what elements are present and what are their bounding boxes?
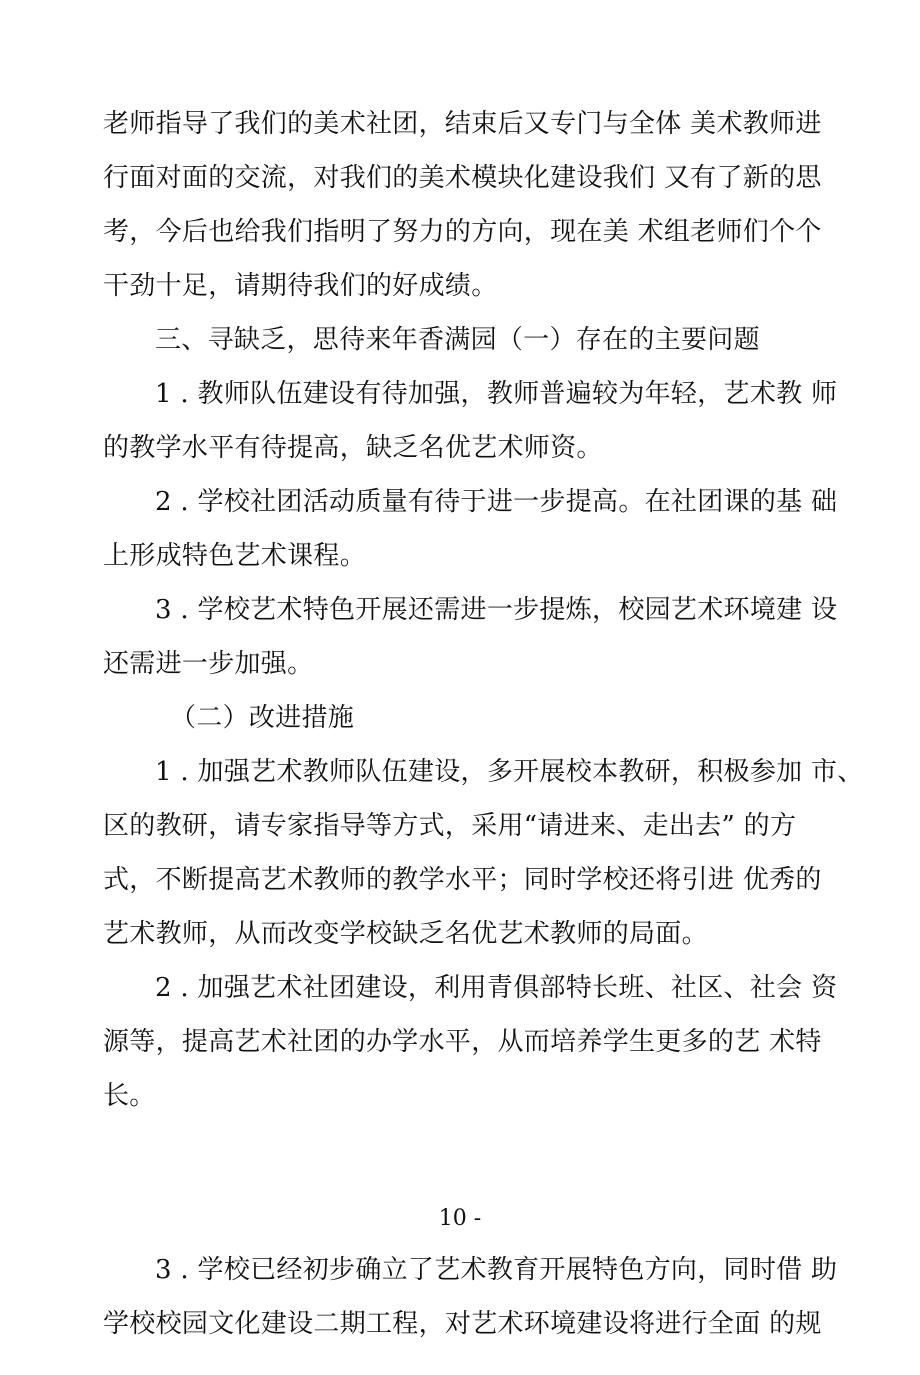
text-line: 1 . 加强艺术教师队伍建设，多开展校本教研，积极参加 市、 xyxy=(155,757,864,787)
text-line: 艺术教师，从而改变学校缺乏名优艺术教师的局面。 xyxy=(103,919,708,949)
text-line: 干劲十足，请期待我们的好成绩。 xyxy=(103,271,498,301)
section-heading: 三、寻缺乏，思待来年香满园（一）存在的主要问题 xyxy=(155,325,760,355)
text-line: 长。 xyxy=(103,1081,156,1111)
text-line: 上形成特色艺术课程。 xyxy=(103,541,367,571)
text-line: 2 . 学校社团活动质量有待于进一步提高。在社团课的基 础 xyxy=(155,487,838,517)
text-line: 老师指导了我们的美术社团，结束后又专门与全体 美术教师进 xyxy=(103,109,822,139)
page-number: 10 - xyxy=(438,1206,482,1231)
text-line: 3 . 学校艺术特色开展还需进一步提炼，校园艺术环境建 设 xyxy=(155,595,838,625)
text-line: 行面对面的交流，对我们的美术模块化建设我们 又有了新的思 xyxy=(103,163,822,193)
text-line: 区的教研，请专家指导等方式，采用“请进来、走出去” 的方 xyxy=(103,811,797,841)
text-line: 1 . 教师队伍建设有待加强，教师普遍较为年轻，艺术教 师 xyxy=(155,379,838,409)
text-line: 的教学水平有待提高，缺乏名优艺术师资。 xyxy=(103,433,603,463)
text-line: 源等，提高艺术社团的办学水平，从而培养学生更多的艺 术特 xyxy=(103,1027,822,1057)
text-line: 学校校园文化建设二期工程，对艺术环境建设将进行全面 的规 xyxy=(103,1309,822,1339)
text-line: 2 . 加强艺术社团建设，利用青俱部特长班、社区、社会 资 xyxy=(155,973,838,1003)
text-line: 考，今后也给我们指明了努力的方向，现在美 术组老师们个个 xyxy=(103,217,822,247)
subsection-heading: （二）改进措施 xyxy=(170,703,355,733)
text-line: 3 . 学校已经初步确立了艺术教育开展特色方向，同时借 助 xyxy=(155,1255,838,1285)
text-line: 还需进一步加强。 xyxy=(103,649,314,679)
text-line: 式，不断提高艺术教师的教学水平；同时学校还将引进 优秀的 xyxy=(103,865,822,895)
